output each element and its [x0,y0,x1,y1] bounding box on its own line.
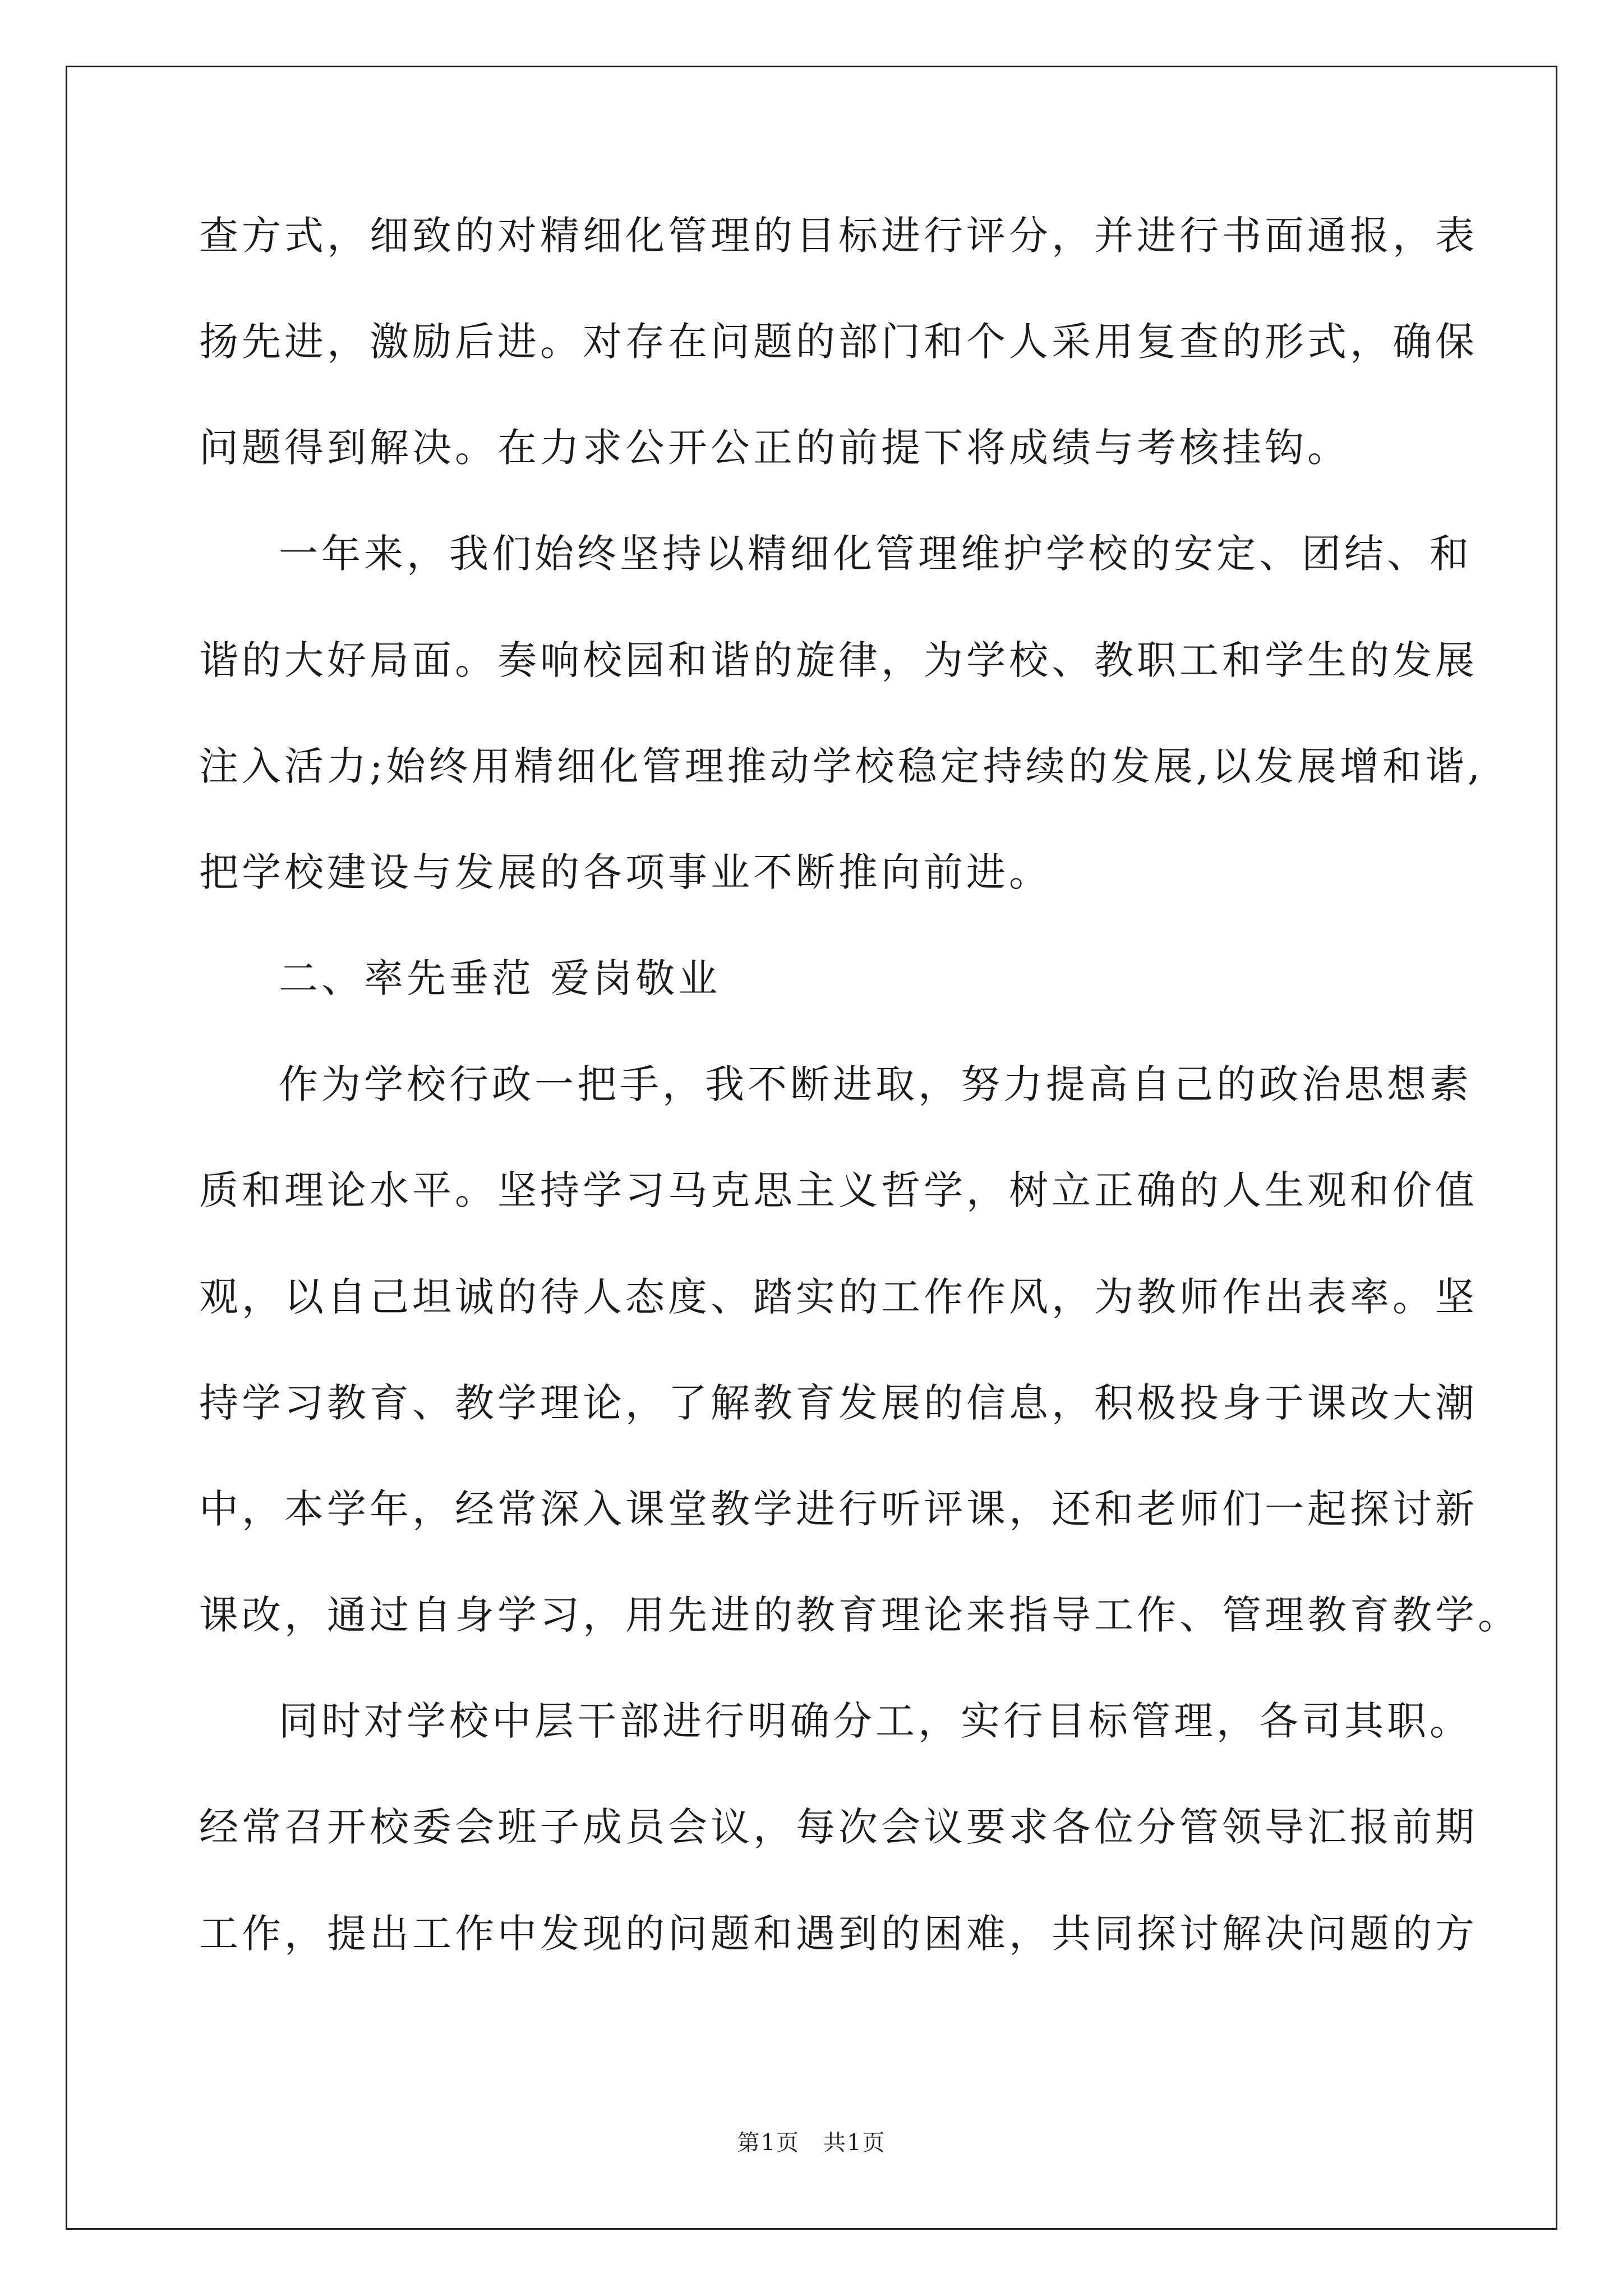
paragraph-start-line: 同时对学校中层干部进行明确分工，实行目标管理，各司其职。 [279,1698,1472,1744]
text-line: 观，以自己坦诚的待人态度、踏实的工作作风，为教师作出表率。坚 [199,1274,1478,1320]
text-line: 经常召开校委会班子成员会议，每次会议要求各位分管领导汇报前期 [199,1804,1478,1850]
text-line: 质和理论水平。坚持学习马克思主义哲学，树立正确的人生观和价值 [199,1167,1478,1213]
text-line: 扬先进，激励后进。对存在问题的部门和个人采用复查的形式，确保 [199,319,1478,365]
text-line: 把学校建设与发展的各项事业不断推向前进。 [199,849,1052,895]
text-line: 课改，通过自身学习，用先进的教育理论来指导工作、管理教育教学。 [199,1592,1520,1638]
text-line: 注入活力;始终用精细化管理推动学校稳定持续的发展,以发展增和谐, [199,743,1484,789]
text-line: 中，本学年，经常深入课堂教学进行听评课，还和老师们一起探讨新 [199,1486,1478,1532]
page-number-footer: 第1页 共1页 [737,2130,886,2156]
paragraph-start-line: 一年来，我们始终坚持以精细化管理维护学校的安定、团结、和 [279,531,1472,577]
page-border [66,66,1557,2230]
text-line: 持学习教育、教学理论，了解教育发展的信息，积极投身于课改大潮 [199,1380,1478,1426]
paragraph-start-line: 作为学校行政一把手，我不断进取，努力提高自己的政治思想素 [279,1061,1472,1107]
text-line: 查方式，细致的对精细化管理的目标进行评分，并进行书面通报，表 [199,213,1478,259]
text-line: 问题得到解决。在力求公开公正的前提下将成绩与考核挂钩。 [199,425,1350,471]
section-heading: 二、率先垂范 爱岗敬业 [279,955,721,1001]
text-line: 工作，提出工作中发现的问题和遇到的困难，共同探讨解决问题的方 [199,1911,1478,1957]
text-line: 谐的大好局面。奏响校园和谐的旋律，为学校、教职工和学生的发展 [199,637,1478,683]
